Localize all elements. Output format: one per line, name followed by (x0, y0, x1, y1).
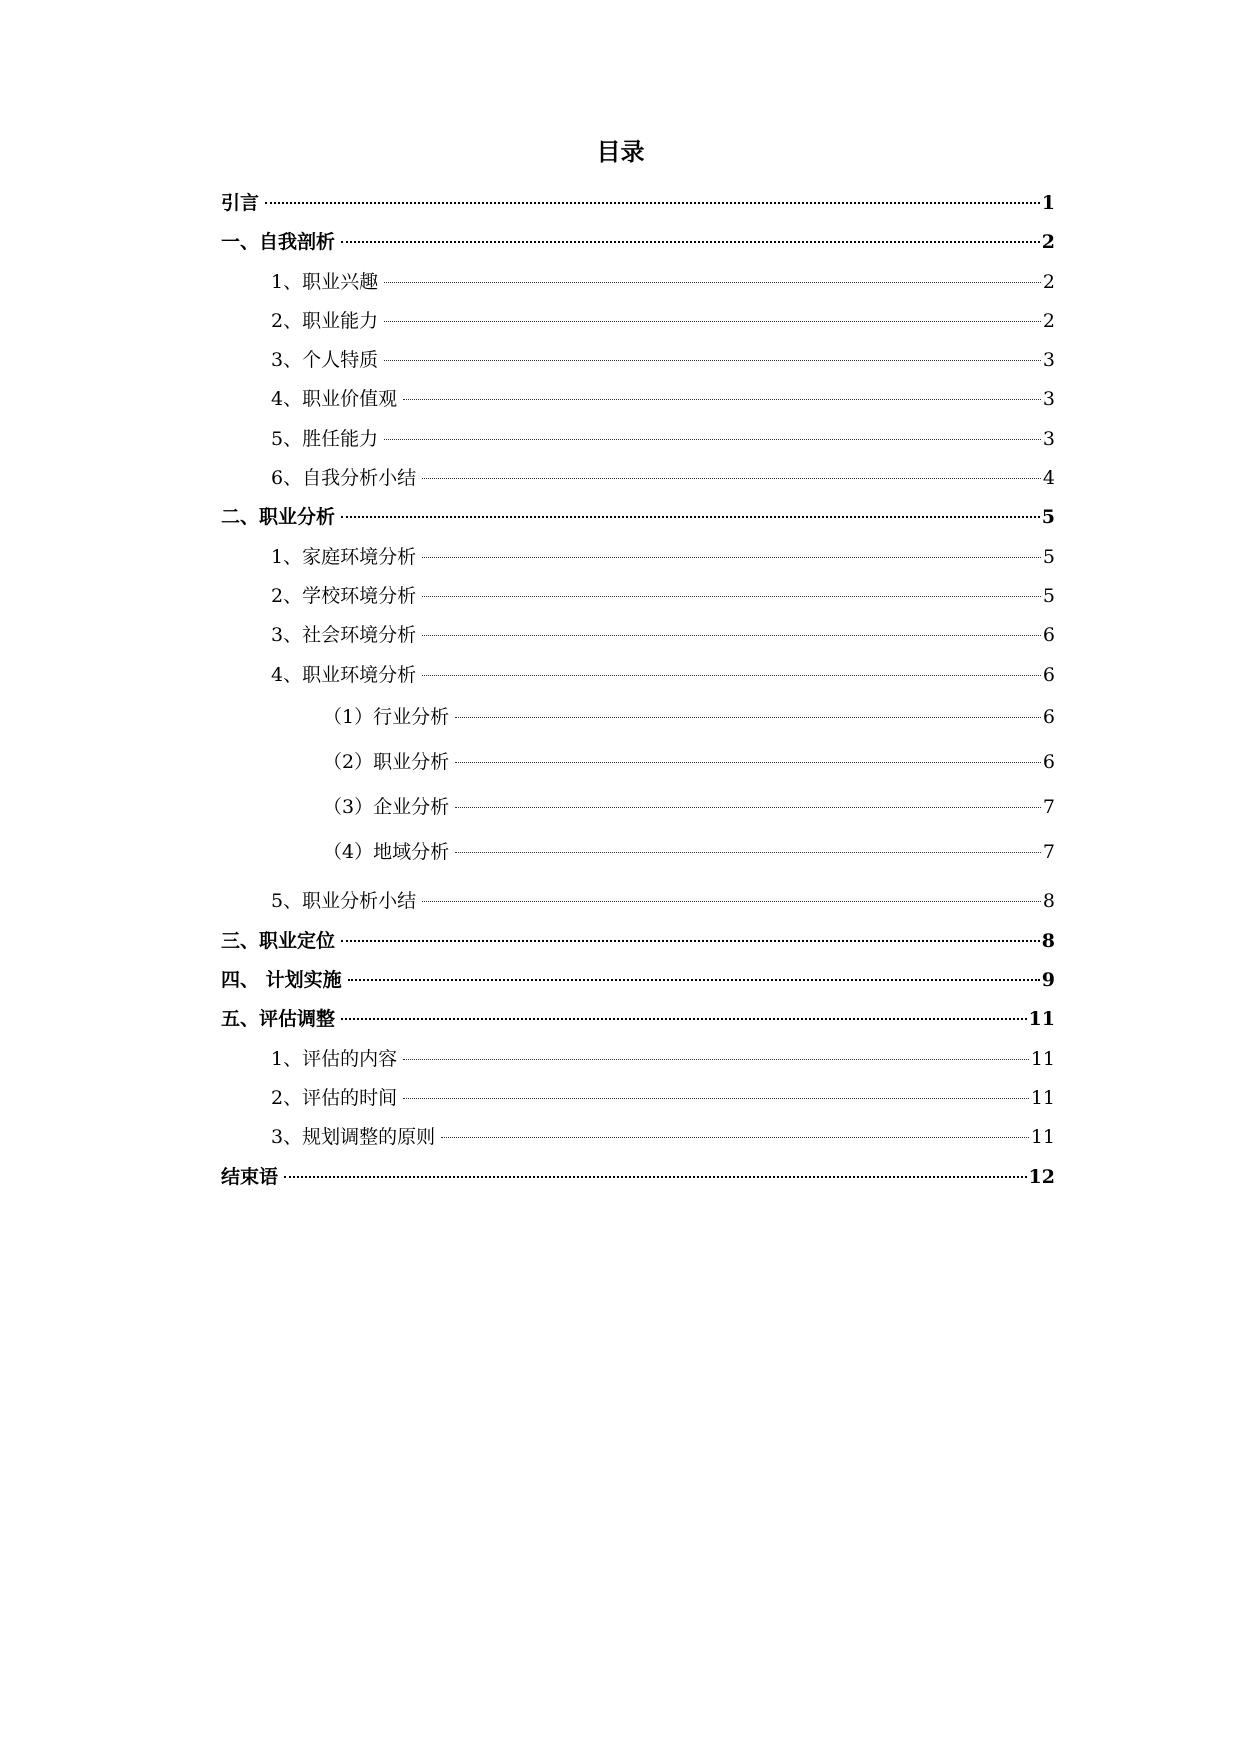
toc-dot-leader (455, 852, 1041, 853)
toc-entry-label: （4）地域分析 (323, 840, 450, 863)
toc-dot-leader (403, 1098, 1029, 1099)
toc-dot-leader (384, 282, 1041, 283)
toc-entry-label: 二、职业分析 (221, 506, 336, 529)
toc-entry-page-number: 6 (1042, 705, 1055, 728)
toc-entry-page-number: 8 (1042, 889, 1055, 912)
toc-entry-page-number: 6 (1042, 750, 1055, 773)
toc-entry-page-number: 11 (1030, 1087, 1055, 1110)
toc-entry-page-number: 5 (1042, 545, 1055, 568)
toc-entry-label: （1）行业分析 (323, 705, 450, 728)
toc-entry-label: （3）企业分析 (323, 795, 450, 818)
toc-entry-page-number: 3 (1042, 349, 1055, 372)
toc-entry-label: 2、学校环境分析 (271, 584, 417, 607)
toc-dot-leader (422, 635, 1041, 636)
toc-entry[interactable] (221, 538, 1055, 577)
toc-entry[interactable] (221, 1118, 1055, 1157)
toc-entry-label: 4、职业环境分析 (271, 663, 417, 686)
toc-entry-label: 1、评估的内容 (271, 1047, 398, 1070)
toc-entry[interactable] (221, 616, 1055, 655)
toc-entry-page-number: 11 (1030, 1126, 1055, 1149)
toc-entry[interactable] (221, 1040, 1055, 1079)
toc-entry-label: 1、职业兴趣 (271, 270, 379, 293)
toc-dot-leader (422, 478, 1041, 479)
toc-entry-page-number: 12 (1028, 1165, 1055, 1188)
toc-entry[interactable] (221, 341, 1055, 380)
toc-dot-leader (422, 596, 1041, 597)
toc-entry[interactable] (221, 577, 1055, 616)
toc-dot-leader (422, 675, 1041, 676)
toc-entry[interactable] (221, 740, 1055, 785)
toc-entry-page-number: 6 (1042, 624, 1055, 647)
toc-entry[interactable] (221, 1158, 1055, 1197)
toc-entry-page-number: 11 (1030, 1047, 1055, 1070)
toc-entry-label: 三、职业定位 (221, 929, 336, 952)
toc-entry-label: 3、个人特质 (271, 349, 379, 372)
toc-entry[interactable] (221, 184, 1055, 223)
toc-entry-page-number: 2 (1042, 270, 1055, 293)
toc-entry-label: 6、自我分析小结 (271, 467, 417, 490)
toc-entry[interactable] (221, 263, 1055, 302)
toc-entry-page-number: 11 (1028, 1008, 1055, 1031)
toc-entry[interactable] (221, 875, 1055, 922)
toc-entry-page-number: 2 (1041, 231, 1055, 254)
toc-dot-leader (341, 1018, 1027, 1020)
toc-dot-leader (384, 439, 1041, 440)
toc-entry[interactable] (221, 498, 1055, 537)
toc-dot-leader (455, 717, 1041, 718)
toc-entry[interactable] (221, 380, 1055, 419)
toc-dot-leader (265, 202, 1040, 204)
toc-entry-page-number: 3 (1042, 388, 1055, 411)
toc-entry-label: 结束语 (221, 1165, 279, 1188)
toc-entry-label: 五、评估调整 (221, 1008, 336, 1031)
toc-dot-leader (422, 901, 1041, 902)
toc-entry-label: 1、家庭环境分析 (271, 545, 417, 568)
toc-dot-leader (341, 516, 1040, 518)
toc-entry[interactable] (221, 1000, 1055, 1039)
toc-entry-page-number: 4 (1042, 467, 1055, 490)
toc-entry-label: （2）职业分析 (323, 750, 450, 773)
toc-entry-page-number: 6 (1042, 663, 1055, 686)
toc-entry[interactable] (221, 223, 1055, 262)
toc-dot-leader (284, 1176, 1027, 1178)
toc-dot-leader (455, 762, 1041, 763)
toc-entry[interactable] (221, 830, 1055, 875)
toc-entry-label: 5、胜任能力 (271, 427, 379, 450)
toc-dot-leader (422, 557, 1041, 558)
toc-entry[interactable] (221, 459, 1055, 498)
toc-entry-page-number: 9 (1041, 969, 1055, 992)
toc-entry[interactable] (221, 420, 1055, 459)
toc-entry-page-number: 5 (1042, 584, 1055, 607)
toc-entry-page-number: 3 (1042, 427, 1055, 450)
toc-entry-label: 引言 (221, 192, 260, 214)
toc-entry[interactable] (221, 1079, 1055, 1118)
toc-entry-label: 4、职业价值观 (271, 388, 398, 411)
toc-dot-leader (455, 807, 1041, 808)
toc-entry[interactable] (221, 785, 1055, 830)
toc-entry-page-number: 7 (1042, 795, 1055, 818)
toc-dot-leader (403, 1059, 1029, 1060)
toc-entry-label: 2、职业能力 (271, 309, 379, 332)
toc-title: 目录 (596, 137, 645, 166)
toc-entry-page-number: 1 (1041, 192, 1055, 214)
toc-entry-label: 2、评估的时间 (271, 1087, 398, 1110)
toc-entry[interactable] (221, 302, 1055, 341)
toc-entry-page-number: 8 (1041, 929, 1055, 952)
toc-dot-leader (441, 1137, 1029, 1138)
toc-entry[interactable] (221, 656, 1055, 695)
toc-dot-leader (384, 360, 1041, 361)
toc-dot-leader (341, 241, 1040, 243)
toc-entry-label: 一、自我剖析 (221, 231, 336, 254)
toc-list (221, 184, 1055, 1197)
toc-entry[interactable] (221, 961, 1055, 1000)
toc-entry[interactable] (221, 695, 1055, 740)
toc-entry-label: 四、 计划实施 (221, 969, 342, 992)
toc-entry-page-number: 7 (1042, 840, 1055, 863)
toc-dot-leader (403, 399, 1041, 400)
toc-entry-label: 3、社会环境分析 (271, 624, 417, 647)
toc-entry-page-number: 2 (1042, 309, 1055, 332)
toc-entry[interactable] (221, 922, 1055, 961)
toc-dot-leader (348, 979, 1040, 981)
toc-entry-page-number: 5 (1041, 506, 1055, 529)
toc-entry-label: 3、规划调整的原则 (271, 1126, 436, 1149)
toc-dot-leader (384, 321, 1041, 322)
toc-dot-leader (341, 940, 1040, 942)
toc-entry-label: 5、职业分析小结 (271, 889, 417, 912)
